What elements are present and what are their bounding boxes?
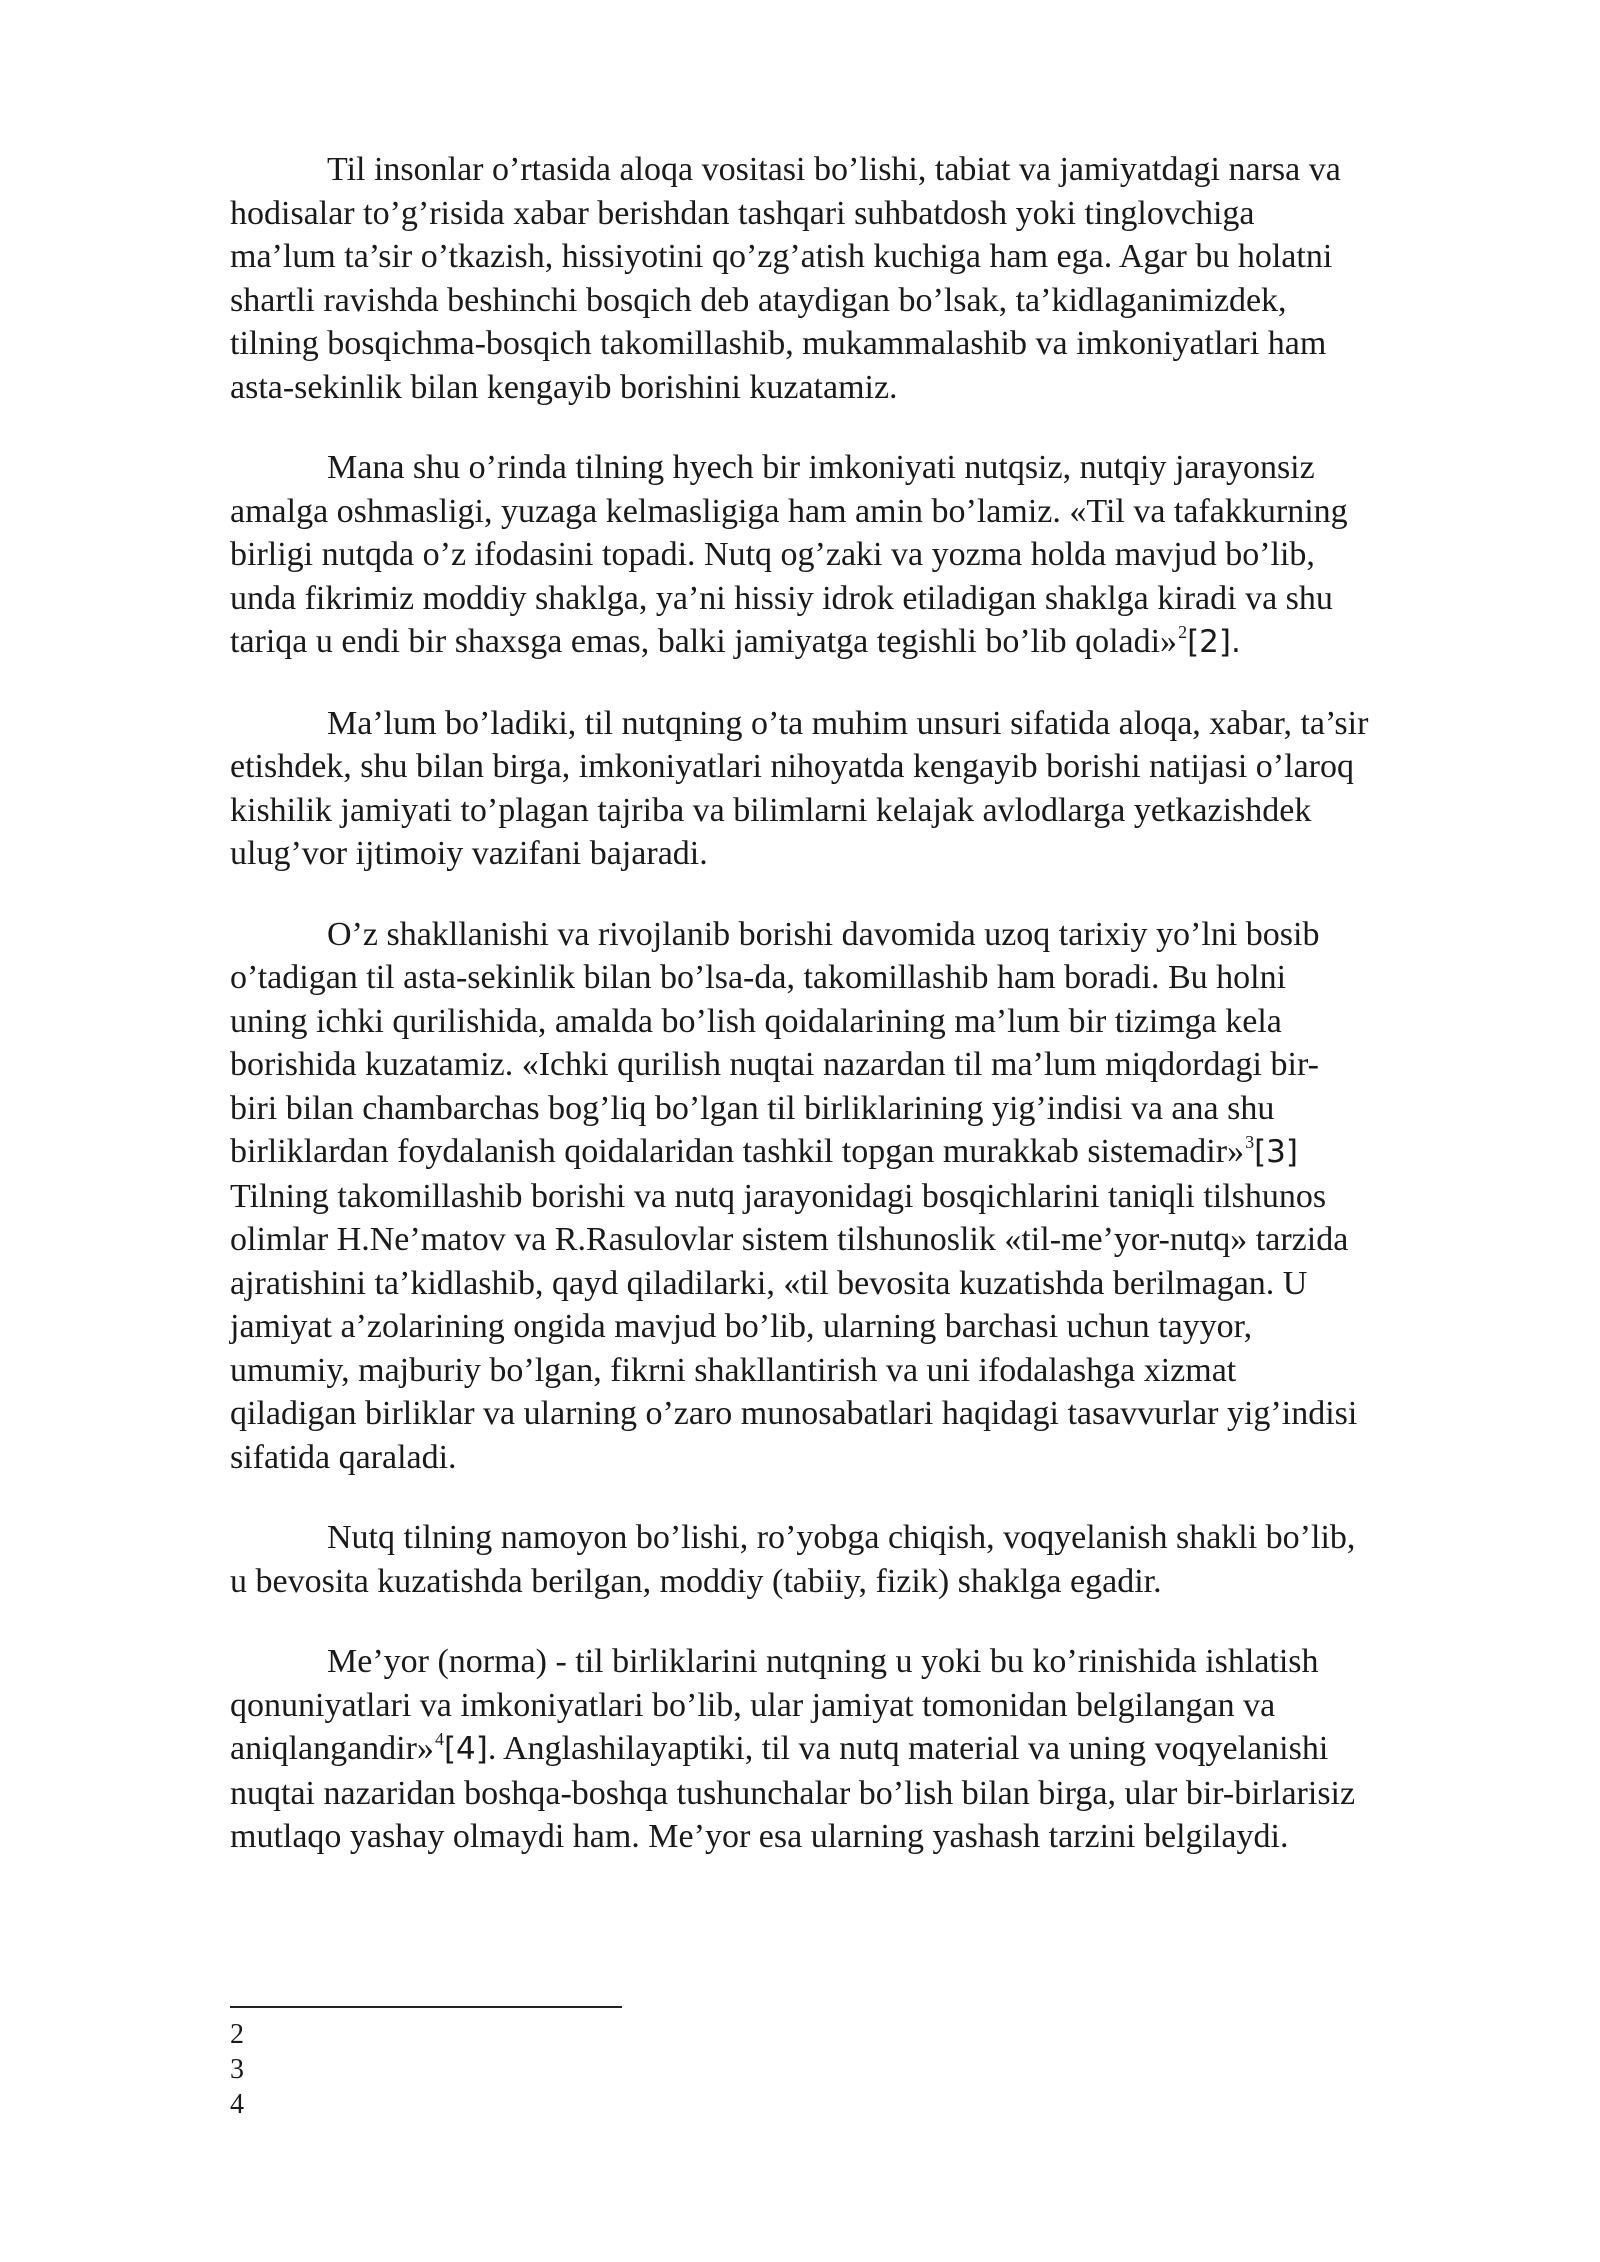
paragraph-2 bbox=[230, 446, 1520, 665]
text-line: u bevosita kuzatishda berilgan, moddiy (tabiiy, fizik) shaklga egadir. bbox=[230, 1562, 1162, 1600]
text-line: ajratishini ta’kidlashib, qayd qiladilarki, «til bevosita kuzatishda berilmagan. U bbox=[230, 1264, 1308, 1302]
line-text: . Anglashilayaptiki, til va nutq material va uning voqyelanishi bbox=[487, 1730, 1329, 1767]
text-line: biri bilan chambarchas bog’liq bo’lgan til birliklarining yig’indisi va ana shu bbox=[230, 1089, 1275, 1127]
citation-ref: [4] bbox=[443, 1731, 488, 1767]
footnote-separator bbox=[230, 2006, 622, 2008]
text-line: umumiy, majburiy bo’lgan, fikrni shakllantirish va uni ifodalashga xizmat bbox=[230, 1351, 1237, 1389]
paragraph-1 bbox=[230, 148, 1520, 409]
text-line: ulug’vor ijtimoiy vazifani bajaradi. bbox=[230, 835, 708, 872]
text-line: borishida kuzatamiz. «Ichki qurilish nuqtai nazardan til ma’lum miqdordagi bir- bbox=[230, 1046, 1319, 1083]
text-line bbox=[230, 620, 1520, 665]
text-line: amalga oshmasligi, yuzaga kelmasligiga ham amin bo’lamiz. «Til va tafakkurning bbox=[230, 492, 1348, 530]
line-text: aniqlangandir» bbox=[230, 1730, 434, 1767]
text-line: qiladigan birliklar va ularning o’zaro munosabatlari haqidagi tasavvurlar yig’indisi bbox=[230, 1395, 1358, 1432]
text-line: etishdek, shu bilan birga, imkoniyatlari nihoyatda kengayib borishi natijasi o’laroq bbox=[230, 748, 1354, 785]
text-line: tilning bosqichma-bosqich takomillashib, mukammalashib va imkoniyatlari ham bbox=[230, 325, 1327, 362]
text-line: nuqtai nazaridan boshqa-boshqa tushunchalar bo’lish bilan birga, ular bir-birlarisiz bbox=[230, 1774, 1356, 1812]
text-line: Tilning takomillashib borishi va nutq jarayonidagi bosqichlarini taniqli tilshunos bbox=[230, 1177, 1327, 1215]
text-line: birligi nutqda o’z ifodasini topadi. Nutq og’zaki va yozma holda mavjud bo’lib, bbox=[230, 536, 1315, 573]
text-line: Me’yor (norma) - til birliklarini nutqning u yoki bu ko’rinishida ishlatish bbox=[327, 1643, 1319, 1680]
text-line: shartli ravishda beshinchi bosqich deb ataydigan bo’lsak, ta’kidlaganimizdek, bbox=[230, 281, 1287, 319]
text-line: uning ichki qurilishida, amalda bo’lish qoidalarining ma’lum bir tizimga kela bbox=[230, 1002, 1282, 1040]
footnote-number: 3 bbox=[230, 2054, 244, 2085]
footnote-marker[interactable]: 2 bbox=[1178, 622, 1188, 642]
citation-ref: [3] bbox=[1254, 1134, 1298, 1170]
text-line: asta-sekinlik bilan kengayib borishini kuzatamiz. bbox=[230, 368, 898, 406]
body-text bbox=[230, 148, 1520, 1896]
line-text: birliklardan foydalanish qoidalaridan tashkil topgan murakkab sistemadir» bbox=[230, 1133, 1245, 1170]
text-line: kishilik jamiyati to’plagan tajriba va bilimlarni kelajak avlodlarga yetkazishdek bbox=[230, 791, 1312, 829]
line-text: tariqa u endi bir shaxsga emas, balki jamiyatga tegishli bo’lib qoladi» bbox=[230, 623, 1178, 660]
paragraph-6 bbox=[230, 1640, 1520, 1859]
text-line bbox=[230, 1130, 1520, 1175]
text-line: unda fikrimiz moddiy shaklga, ya’ni hissiy idrok etiladigan shaklga kiradi va shu bbox=[230, 579, 1333, 617]
text-line: jamiyat a’zolarining ongida mavjud bo’lib, ularning barchasi uchun tayyor, bbox=[230, 1308, 1253, 1345]
footnote-marker[interactable]: 4 bbox=[434, 1729, 444, 1749]
text-line: Ma’lum bo’ladiki, til nutqning o’ta muhim unsuri sifatida aloqa, xabar, ta’sir bbox=[327, 704, 1369, 742]
text-line: qonuniyatlari va imkoniyatlari bo’lib, ular jamiyat tomonidan belgilangan va bbox=[230, 1686, 1276, 1724]
footnote-number: 4 bbox=[230, 2089, 244, 2120]
text-line: hodisalar to’g’risida xabar berishdan tashqari suhbatdosh yoki tinglovchiga bbox=[230, 194, 1255, 232]
paragraph-4 bbox=[230, 913, 1520, 1480]
text-line: O’z shakllanishi va rivojlanib borishi davomida uzoq tarixiy yo’lni bosib bbox=[327, 915, 1320, 953]
footnote-number: 2 bbox=[230, 2019, 244, 2050]
text-line: Til insonlar o’rtasida aloqa vositasi bo’lishi, tabiat va jamiyatdagi narsa va bbox=[327, 151, 1341, 188]
text-line: olimlar H.Ne’matov va R.Rasulovlar sistem tilshunoslik «til-me’yor-nutq» tarzida bbox=[230, 1221, 1349, 1258]
text-line bbox=[230, 1727, 1520, 1772]
text-line: Nutq tilning namoyon bo’lishi, ro’yobga chiqish, voqyelanish shakli bo’lib, bbox=[327, 1519, 1356, 1556]
footnote-marker[interactable]: 3 bbox=[1245, 1132, 1255, 1152]
text-line: sifatida qaraladi. bbox=[230, 1438, 457, 1476]
paragraph-3 bbox=[230, 702, 1520, 876]
text-line: ma’lum ta’sir o’tkazish, hissiyotini qo’zg’atish kuchiga ham ega. Agar bu holatni bbox=[230, 238, 1333, 275]
paragraph-5 bbox=[230, 1516, 1520, 1603]
text-line: mutlaqo yashay olmaydi ham. Me’yor esa ularning yashash tarzini belgilaydi. bbox=[230, 1818, 1289, 1855]
text-line: Mana shu o’rinda tilning hyech bir imkoniyati nutqsiz, nutqiy jarayonsiz bbox=[327, 449, 1315, 486]
footnotes bbox=[230, 2017, 244, 2122]
text-line: o’tadigan til asta-sekinlik bilan bo’lsa-da, takomillashib ham boradi. Bu holni bbox=[230, 959, 1287, 996]
citation-ref: [2]. bbox=[1187, 624, 1241, 660]
